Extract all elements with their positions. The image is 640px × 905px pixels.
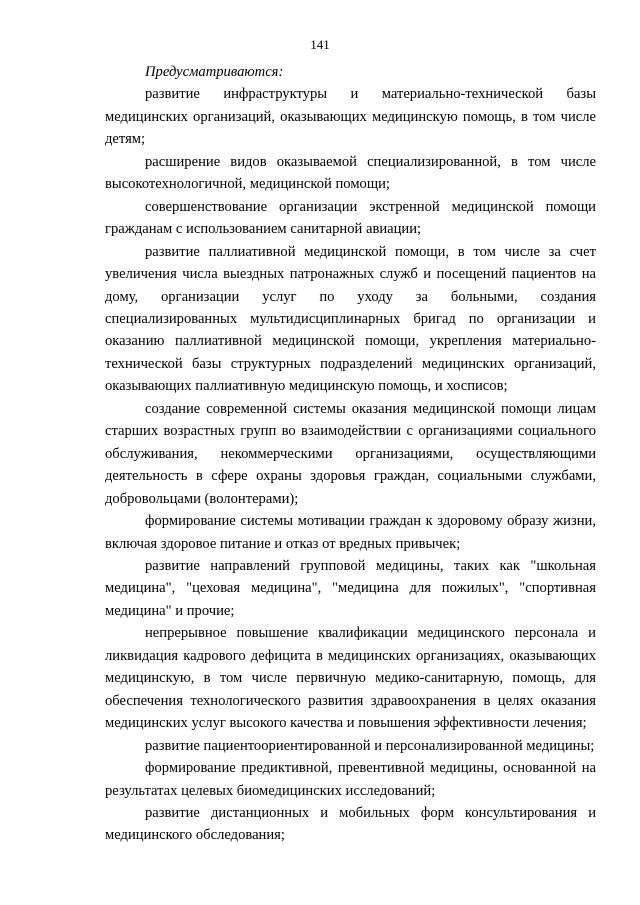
list-item-predictive-medicine: формирование предиктивной, превентивной медицины, основанной на результатах целевых биомедицинских исследований; — [105, 760, 596, 799]
list-item-remote-consulting: развитие дистанционных и мобильных форм консультирования и медицинского обследования; — [105, 804, 596, 844]
list-item-staff-qualification: непрерывное повышение квалификации медицинского персонала и ликвидация кадрового дефицита в медицинских организациях, оказывающих медицинскую, в том числе первичную медико-санитарную, помощь, для обеспечения технологического развития здравоохранения в целях оказания медицинских услуг высокого качества и повышения эффективности лечения; — [105, 625, 596, 732]
document-body — [105, 61, 596, 847]
page-number: 141 — [310, 37, 330, 52]
list-item-palliative-care: развитие паллиативной медицинской помощи, в том числе за счет увеличения числа выездных патронажных служб и посещений пациентов на дому, организации услуг по уходу за больными, создания специализированных мультидисциплинарных бригад по организации и оказанию паллиативной медицинской помощи, укрепления материально-технической базы структурных подразделений медицинских организаций, оказывающих паллиативную медицинскую помощь, и хосписов; — [105, 243, 596, 395]
list-item-healthy-lifestyle: формирование системы мотивации граждан к здоровому образу жизни, включая здоровое питание и отказ от вредных привычек; — [105, 513, 596, 552]
list-item-elderly-care: создание современной системы оказания медицинской помощи лицам старших возрастных групп во взаимодействии с организациями социального обслуживания, некоммерческими организациями, осуществляющими деятельность в сфере охраны здоровья граждан, социальными службами, добровольцами (волонтерами); — [105, 400, 596, 507]
list-item-personalized-medicine: развитие пациентоориентированной и персонализированной медицины; — [145, 737, 595, 754]
section-intro: Предусматриваются: — [145, 64, 284, 80]
list-item-infrastructure: развитие инфраструктуры и материально-технической базы медицинских организаций, оказывающих медицинскую помощь, в том числе детям; — [105, 86, 596, 148]
list-item-emergency-aviation: совершенствование организации экстренной медицинской помощи гражданам с использованием санитарной авиации; — [105, 198, 596, 238]
list-item-specialized-care: расширение видов оказываемой специализированной, в том числе высокотехнологичной, медицинской помощи; — [105, 153, 596, 193]
list-item-group-medicine: развитие направлений групповой медицины, таких как "школьная медицина", "цеховая медицина", "медицина для пожилых", "спортивная медицина" и прочие; — [105, 557, 596, 619]
